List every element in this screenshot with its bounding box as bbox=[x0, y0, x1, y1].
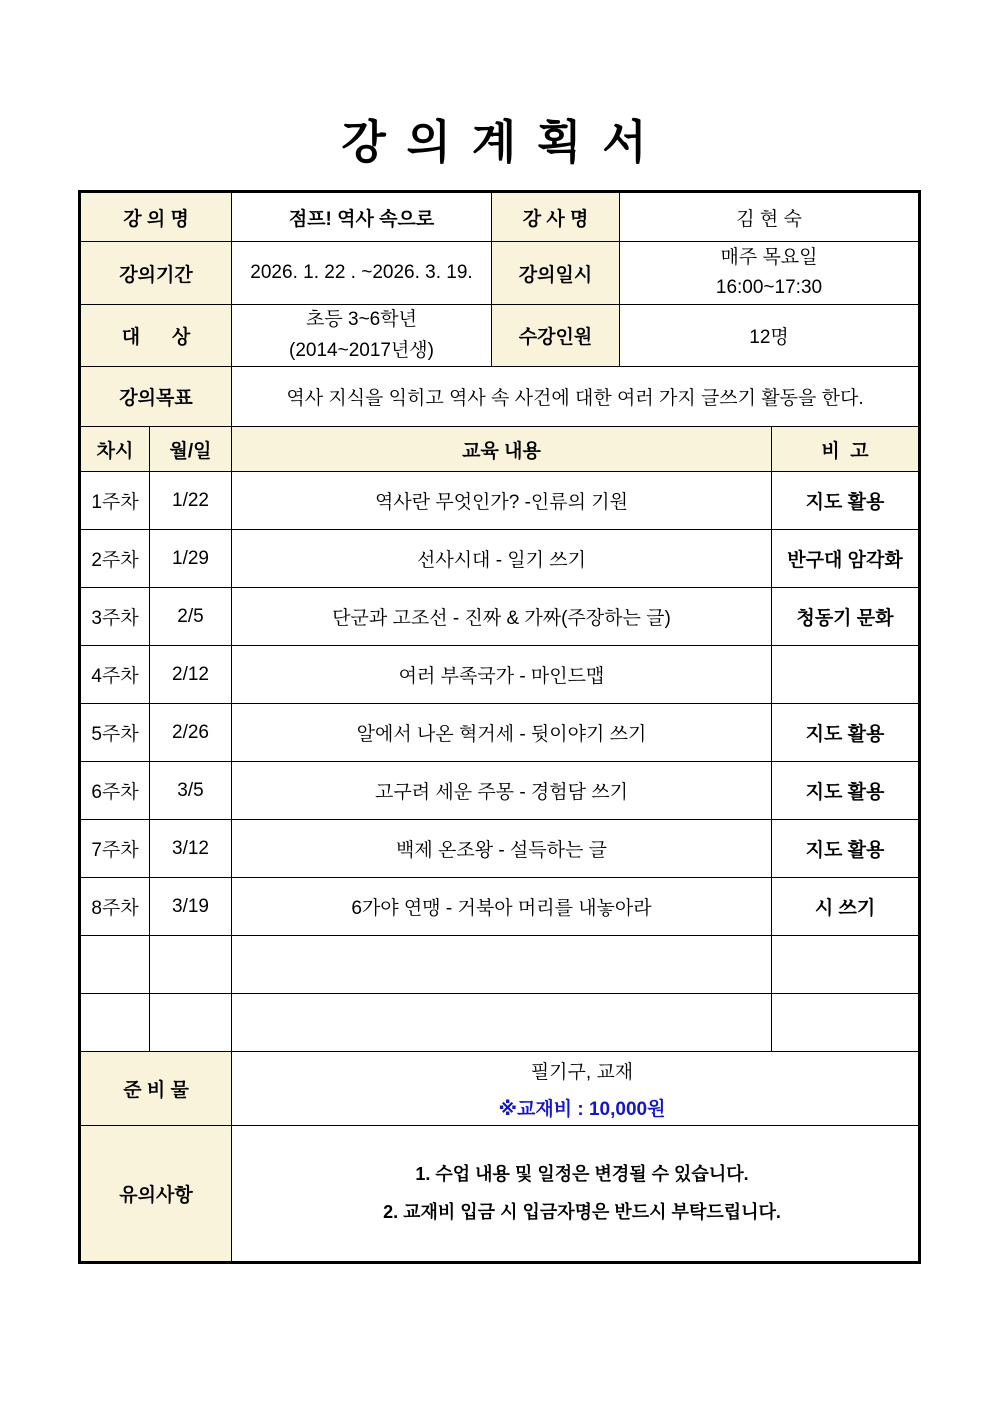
period-value: 2026. 1. 22 . ~2026. 3. 19. bbox=[232, 242, 492, 305]
content-cell bbox=[232, 936, 772, 994]
schedule-row bbox=[80, 646, 920, 704]
instructor-label: 강 사 명 bbox=[492, 192, 620, 242]
goal-label: 강의목표 bbox=[80, 367, 232, 427]
schedule-row-empty bbox=[80, 936, 920, 994]
content-cell: 역사란 무엇인가? -인류의 기원 bbox=[232, 472, 772, 530]
materials-value bbox=[232, 1052, 920, 1126]
week-cell: 5주차 bbox=[80, 704, 150, 762]
note-cell: 청동기 문화 bbox=[772, 588, 920, 646]
datetime-label: 강의일시 bbox=[492, 242, 620, 305]
note-cell: 지도 활용 bbox=[772, 472, 920, 530]
date-cell: 2/26 bbox=[150, 704, 232, 762]
date-cell: 3/5 bbox=[150, 762, 232, 820]
period-label: 강의기간 bbox=[80, 242, 232, 305]
week-cell: 7주차 bbox=[80, 820, 150, 878]
content-cell: 6가야 연맹 - 거북아 머리를 내놓아라 bbox=[232, 878, 772, 936]
schedule-row bbox=[80, 588, 920, 646]
goal-row bbox=[80, 367, 920, 427]
content-cell: 여러 부족국가 - 마인드맵 bbox=[232, 646, 772, 704]
schedule-row-empty bbox=[80, 994, 920, 1052]
note-cell: 지도 활용 bbox=[772, 762, 920, 820]
notes-value bbox=[232, 1126, 920, 1263]
date-cell bbox=[150, 994, 232, 1052]
week-cell: 8주차 bbox=[80, 878, 150, 936]
page-title: 강 의 계 획 서 bbox=[341, 116, 651, 168]
instructor-value: 김 현 숙 bbox=[620, 192, 920, 242]
content-cell bbox=[232, 994, 772, 1052]
note-cell: 시 쓰기 bbox=[772, 878, 920, 936]
schedule-row bbox=[80, 762, 920, 820]
date-cell bbox=[150, 936, 232, 994]
date-header: 월/일 bbox=[150, 427, 232, 472]
content-header: 교육 내용 bbox=[232, 427, 772, 472]
content-cell: 알에서 나온 혁거세 - 뒷이야기 쓰기 bbox=[232, 704, 772, 762]
target-label: 대 상 bbox=[80, 305, 232, 367]
course-name-label: 강 의 명 bbox=[80, 192, 232, 242]
content-cell: 고구려 세운 주몽 - 경험담 쓰기 bbox=[232, 762, 772, 820]
week-cell: 2주차 bbox=[80, 530, 150, 588]
date-cell: 1/22 bbox=[150, 472, 232, 530]
schedule-row bbox=[80, 472, 920, 530]
week-header: 차시 bbox=[80, 427, 150, 472]
schedule-row bbox=[80, 878, 920, 936]
course-name-value: 점프! 역사 속으로 bbox=[232, 192, 492, 242]
capacity-value: 12명 bbox=[620, 305, 920, 367]
datetime-line1: 매주 목요일 bbox=[720, 246, 818, 268]
notes-line1: 1. 수업 내용 및 일정은 변경될 수 있습니다. bbox=[415, 1163, 749, 1184]
materials-line1: 필기구, 교재 bbox=[530, 1061, 634, 1083]
week-cell: 1주차 bbox=[80, 472, 150, 530]
content-cell: 선사시대 - 일기 쓰기 bbox=[232, 530, 772, 588]
note-header: 비 고 bbox=[772, 427, 920, 472]
week-cell: 3주차 bbox=[80, 588, 150, 646]
datetime-value bbox=[620, 242, 920, 305]
notes-row bbox=[80, 1126, 920, 1263]
note-cell bbox=[772, 994, 920, 1052]
target-value bbox=[232, 305, 492, 367]
note-cell bbox=[772, 936, 920, 994]
note-cell: 지도 활용 bbox=[772, 820, 920, 878]
date-cell: 3/12 bbox=[150, 820, 232, 878]
schedule-row bbox=[80, 704, 920, 762]
notes-label: 유의사항 bbox=[80, 1126, 232, 1263]
materials-row bbox=[80, 1052, 920, 1126]
week-cell bbox=[80, 936, 150, 994]
goal-value: 역사 지식을 익히고 역사 속 사건에 대한 여러 가지 글쓰기 활동을 한다. bbox=[232, 367, 920, 427]
materials-fee-highlight: ※교재비 : 10,000원 bbox=[498, 1098, 666, 1120]
date-cell: 2/12 bbox=[150, 646, 232, 704]
period-row bbox=[80, 242, 920, 305]
note-cell: 반구대 암각화 bbox=[772, 530, 920, 588]
date-cell: 2/5 bbox=[150, 588, 232, 646]
schedule-row bbox=[80, 820, 920, 878]
week-cell: 4주차 bbox=[80, 646, 150, 704]
notes-line2: 2. 교재비 입금 시 입금자명은 반드시 부탁드립니다. bbox=[383, 1201, 781, 1222]
note-cell bbox=[772, 646, 920, 704]
note-cell: 지도 활용 bbox=[772, 704, 920, 762]
week-cell bbox=[80, 994, 150, 1052]
content-cell: 단군과 고조선 - 진짜 & 가짜(주장하는 글) bbox=[232, 588, 772, 646]
content-cell: 백제 온조왕 - 설득하는 글 bbox=[232, 820, 772, 878]
materials-label: 준 비 물 bbox=[80, 1052, 232, 1126]
schedule-header-row bbox=[80, 427, 920, 472]
target-line1: 초등 3~6학년 bbox=[306, 309, 417, 331]
date-cell: 1/29 bbox=[150, 530, 232, 588]
course-name-row bbox=[80, 192, 920, 242]
target-line2: (2014~2017년생) bbox=[289, 339, 434, 361]
schedule-row bbox=[80, 530, 920, 588]
course-plan-table bbox=[78, 190, 921, 1264]
date-cell: 3/19 bbox=[150, 878, 232, 936]
week-cell: 6주차 bbox=[80, 762, 150, 820]
target-row bbox=[80, 305, 920, 367]
capacity-label: 수강인원 bbox=[492, 305, 620, 367]
datetime-line2: 16:00~17:30 bbox=[715, 277, 823, 298]
